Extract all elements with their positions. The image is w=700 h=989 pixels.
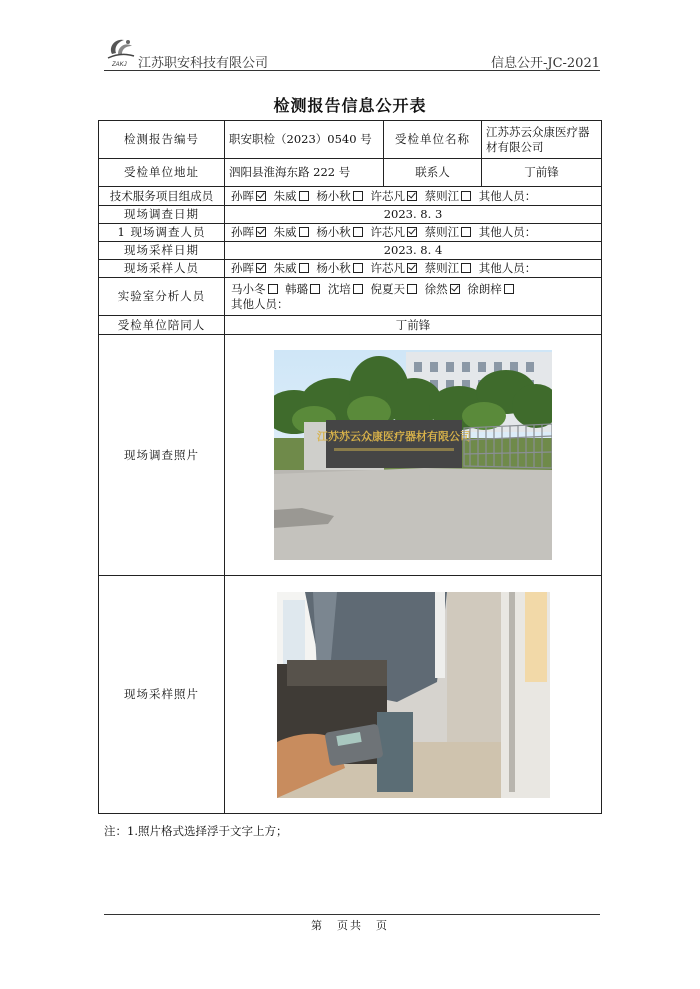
lab-checkbox-0[interactable] (268, 284, 278, 294)
team-checkbox-1[interactable] (299, 191, 309, 201)
survey-checkbox-2[interactable] (353, 227, 363, 237)
logo-text: ZAKJ (112, 62, 127, 68)
team-checkbox-4[interactable] (461, 191, 471, 201)
info-table (98, 120, 602, 814)
table-row (99, 224, 602, 242)
escort-value: 丁前锋 (225, 316, 602, 335)
survey-photo (274, 350, 552, 560)
company-sign-text: 江苏苏云众康医疗器材有限公司 (317, 430, 471, 443)
report-no-label: 检测报告编号 (99, 121, 225, 159)
sampling-photo-cell (225, 576, 602, 814)
survey-date-label: 现场调查日期 (99, 206, 225, 224)
survey-checkbox-4[interactable] (461, 227, 471, 237)
lab-staff-members: 马小冬 韩璐 沈培 倪夏天 徐然 徐朗梓 其他人员： (225, 278, 602, 316)
survey-photo-label: 现场调查照片 (99, 335, 225, 576)
page-header (104, 34, 600, 70)
footnote: 注：1.照片格式选择浮于文字上方； (104, 824, 288, 838)
team-checkbox-3[interactable] (407, 191, 417, 201)
sampling-date-value: 2023. 8. 4 (225, 242, 602, 260)
footer-divider (104, 914, 600, 915)
table-row (99, 187, 602, 206)
survey-date-value: 2023. 8. 3 (225, 206, 602, 224)
team-checkbox-2[interactable] (353, 191, 363, 201)
sampling-checkbox-1[interactable] (299, 263, 309, 273)
company-name: 江苏职安科技有限公司 (138, 56, 269, 71)
lab-staff-label: 实验室分析人员 (99, 278, 225, 316)
sampling-photo (277, 592, 550, 798)
document-number: 信息公开-JC-2021 (490, 56, 600, 71)
table-row (99, 278, 602, 316)
lab-checkbox-4[interactable] (450, 284, 460, 294)
lab-checkbox-5[interactable] (504, 284, 514, 294)
contact-label: 联系人 (384, 159, 482, 187)
sampling-staff-members: 孙晖 朱威 杨小秋 许芯凡 蔡则江 其他人员： (225, 260, 602, 278)
team-label: 技术服务项目组成员 (99, 187, 225, 206)
team-checkbox-0[interactable] (256, 191, 266, 201)
header-divider (104, 70, 600, 71)
table-row (99, 206, 602, 224)
sampling-date-label: 现场采样日期 (99, 242, 225, 260)
survey-photo-cell (225, 335, 602, 576)
lab-checkbox-3[interactable] (407, 284, 417, 294)
client-name-label: 受检单位名称 (384, 121, 482, 159)
address-value: 泗阳县淮海东路 222 号 (225, 159, 384, 187)
page-title: 检测报告信息公开表 (273, 96, 427, 115)
sampling-photo-label: 现场采样照片 (99, 576, 225, 814)
table-row (99, 576, 602, 814)
sampling-checkbox-0[interactable] (256, 263, 266, 273)
sampling-staff-label: 现场采样人员 (99, 260, 225, 278)
survey-checkbox-1[interactable] (299, 227, 309, 237)
table-row (99, 335, 602, 576)
page-footer: 第 页共 页 (311, 919, 389, 932)
report-no-value: 职安职检（2023）0540 号 (225, 121, 384, 159)
company-logo (104, 34, 138, 68)
table-row (99, 159, 602, 187)
table-row (99, 121, 602, 159)
contact-value: 丁前锋 (482, 159, 602, 187)
escort-label: 受检单位陪同人 (99, 316, 225, 335)
survey-staff-label: 1 现场调查人员 (99, 224, 225, 242)
lab-checkbox-2[interactable] (353, 284, 363, 294)
survey-staff-members: 孙晖 朱威 杨小秋 许芯凡 蔡则江 其他人员： (225, 224, 602, 242)
client-name-value: 江苏苏云众康医疗器材有限公司 (482, 121, 602, 159)
lab-checkbox-1[interactable] (310, 284, 320, 294)
team-members: 孙晖 朱威 杨小秋 许芯凡 蔡则江 其他人员： (225, 187, 602, 206)
address-label: 受检单位地址 (99, 159, 225, 187)
survey-checkbox-0[interactable] (256, 227, 266, 237)
table-row (99, 260, 602, 278)
sampling-checkbox-3[interactable] (407, 263, 417, 273)
sampling-checkbox-2[interactable] (353, 263, 363, 273)
table-row (99, 316, 602, 335)
survey-checkbox-3[interactable] (407, 227, 417, 237)
sampling-checkbox-4[interactable] (461, 263, 471, 273)
table-row (99, 242, 602, 260)
